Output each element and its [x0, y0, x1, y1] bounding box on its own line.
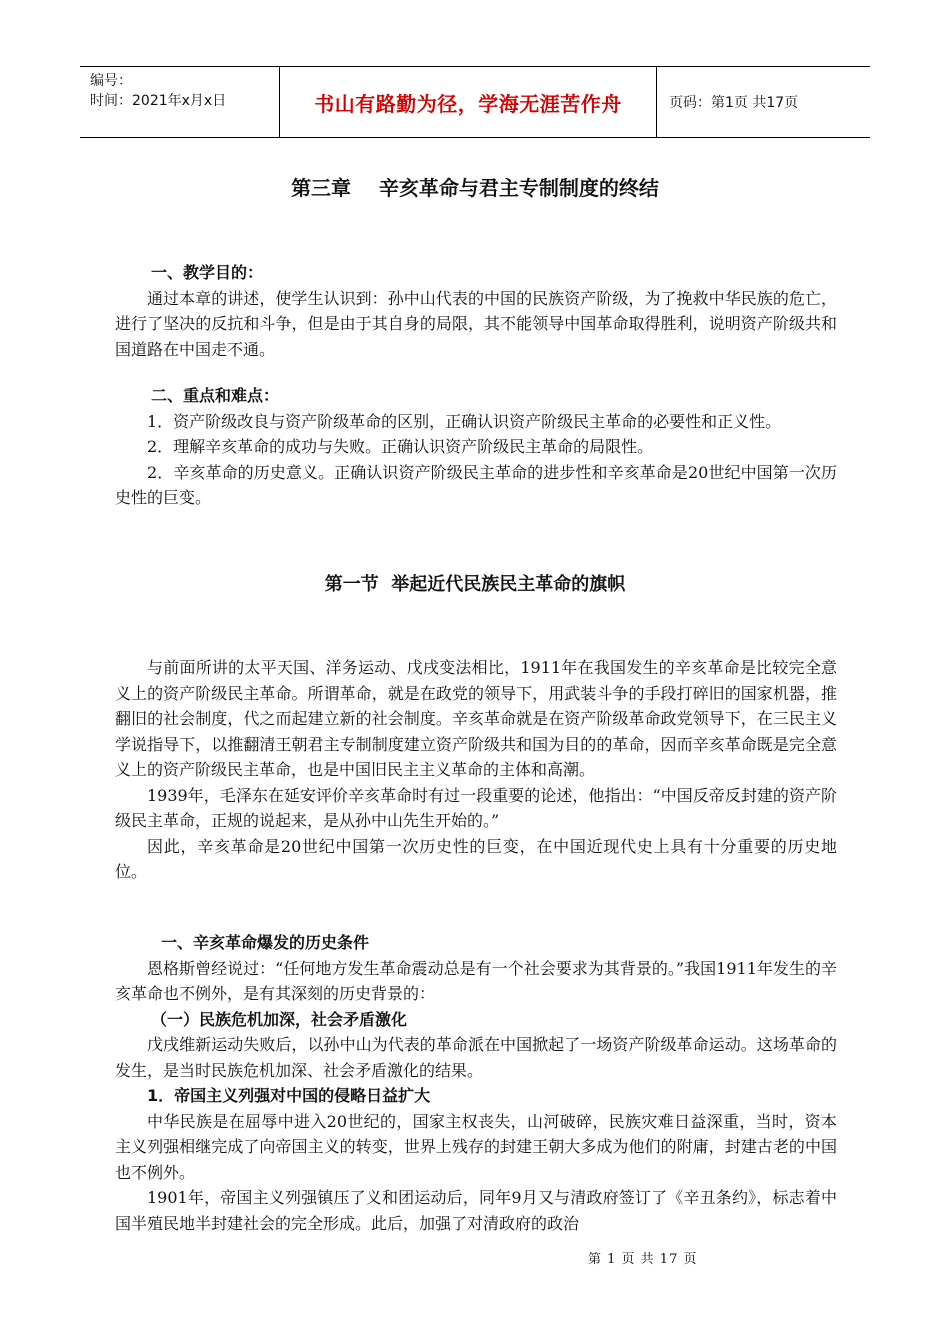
- part1-point-paragraph: 中华民族是在屈辱中进入20世纪的，国家主权丧失，山河破碎，民族灾难日益深重，当时，资本主义列强相继完成了向帝国主义的转变，世界上残存的封建王朝大多成为他们的附庸，封建古老的中国也不例外。: [115, 1111, 837, 1182]
- key-point-item: 1．资产阶级改良与资产阶级革命的区别，正确认识资产阶级民主革命的必要性和正义性。: [147, 411, 782, 431]
- page-info: 页码：第1页 共17页: [669, 95, 799, 111]
- intro-paragraph: 与前面所讲的太平天国、洋务运动、戊戌变法相比，1911年在我国发生的辛亥革命是比较完全意义上的资产阶级民主革命。所谓革命，就是在政党的领导下，用武装斗争的手段打碎旧的国家机器，推翻旧的社会制度，代之而起建立新的社会制度。辛亥革命就是在资产阶级革命政党领导下，在三民主义学说指导下，以推翻清王朝君主专制制度建立资产阶级共和国为目的的革命，因而辛亥革命既是完全意义上的资产阶级民主革命，也是中国旧民主主义革命的主体和高潮。: [115, 658, 837, 779]
- number-label: 编号：: [90, 73, 132, 89]
- key-points-block: [115, 383, 837, 511]
- section-title: 第一节 举起近代民族民主革命的旗帜: [324, 574, 626, 595]
- part1-block: [115, 930, 837, 1236]
- part1-point-paragraph: 1901年，帝国主义列强镇压了义和团运动后，同年9月又与清政府签订了《辛丑条约》，标志着中国半殖民地半封建社会的完全形成。此后，加强了对清政府的政治: [115, 1188, 837, 1233]
- part1-sub-text: 戊戌维新运动失败后，以孙中山为代表的革命派在中国掀起了一场资产阶级革命运动。这场革命的发生，是当时民族危机加深、社会矛盾激化的结果。: [115, 1035, 837, 1080]
- part1-sub-heading: （一）民族危机加深，社会矛盾激化: [151, 1009, 408, 1029]
- objectives-heading: 一、教学目的：: [151, 263, 264, 282]
- time-label: 时间：2021年x月x日: [90, 93, 227, 109]
- objectives-block: [115, 260, 837, 362]
- objectives-text: 通过本章的讲述，使学生认识到：孙中山代表的中国的民族资产阶级，为了挽救中华民族的危亡，进行了坚决的反抗和斗争，但是由于其自身的局限，其不能领导中国革命取得胜利，说明资产阶级共和国道路在中国走不通。: [115, 288, 837, 359]
- page-header: [80, 66, 870, 138]
- key-point-item: 2．辛亥革命的历史意义。正确认识资产阶级民主革命的进步性和辛亥革命是20世纪中国第一次历史性的巨变。: [115, 462, 837, 507]
- key-point-item: 2．理解辛亥革命的成功与失败。正确认识资产阶级民主革命的局限性。: [147, 437, 654, 456]
- intro-paragraph: 1939年，毛泽东在延安评价辛亥革命时有过一段重要的论述，他指出：“中国反帝反封建的资产阶级民主革命，正规的说起来，是从孙中山先生开始的。”: [115, 785, 837, 830]
- key-points-heading: 二、重点和难点：: [151, 386, 280, 405]
- part1-intro: 恩格斯曾经说过：“任何地方发生革命震动总是有一个社会要求为其背景的。”我国1911年发生的辛亥革命也不例外，是有其深刻的历史背景的：: [115, 958, 837, 1003]
- motto: 书山有路勤为径，学海无涯苦作舟: [280, 67, 657, 137]
- chapter-title: 第三章 辛亥革命与君主专制制度的终结: [291, 176, 659, 200]
- part1-point-heading: 1．帝国主义列强对中国的侵略日益扩大: [147, 1086, 431, 1105]
- page-footer: 第 1 页 共 17 页: [588, 1252, 698, 1267]
- intro-block: [115, 655, 837, 885]
- header-left-cell: [80, 67, 280, 137]
- part1-heading: 一、辛亥革命爆发的历史条件: [161, 933, 370, 952]
- intro-paragraph: 因此，辛亥革命是20世纪中国第一次历史性的巨变，在中国近现代史上具有十分重要的历史地位。: [115, 836, 837, 881]
